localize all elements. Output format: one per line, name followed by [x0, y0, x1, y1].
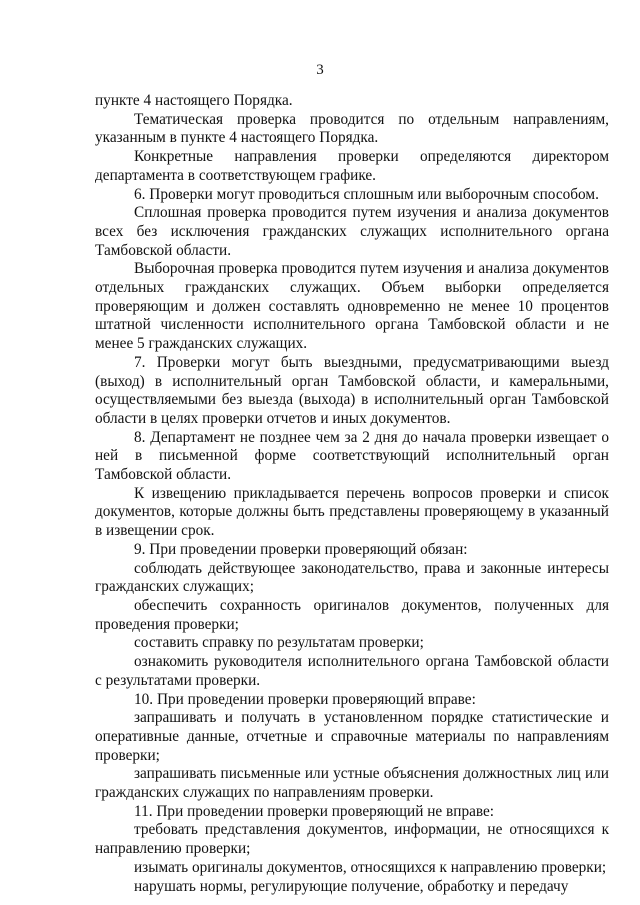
paragraph: К извещению прикладывается перечень вопросов проверки и список документов, которые должны быть представлены проверяющему в указанный в извещении срок. — [95, 484, 609, 540]
paragraph: пункте 4 настоящего Порядка. — [95, 92, 293, 109]
paragraph: Конкретные направления проверки определяются директором департамента в соответствующем графике. — [95, 148, 609, 184]
paragraph: Сплошная проверка проводится путем изучения и анализа документов всех без исключения гражданских служащих исполнительного органа Тамбовской области. — [95, 204, 609, 259]
paragraph: запрашивать и получать в установленном порядке статистические и оперативные данные, отчетные и справочные материалы по направлениям проверки; — [95, 709, 609, 764]
paragraph: запрашивать письменные или устные объяснения должностных лиц или гражданских служащих по направлениям проверки. — [95, 765, 609, 802]
page-number: 3 — [316, 62, 324, 78]
document-body — [95, 92, 609, 896]
paragraph: 11. При проведении проверки проверяющий не вправе: — [134, 802, 495, 820]
paragraph: 10. При проведении проверки проверяющий вправе: — [134, 690, 476, 708]
paragraph: 8. Департамент не позднее чем за 2 дня до начала проверки извещает о ней в письменной форме соответствующий исполнительный орган Тамбовской области. — [95, 428, 609, 484]
paragraph: Выборочная проверка проводится путем изучения и анализа документов отдельных гражданских служащих. Объем выборки определяется проверяющим и должен составлять одновременно не менее 10 процентов штатной численности исполнительного органа Тамбовской области и не менее 5 гражданских служащих. — [95, 260, 609, 353]
paragraph: составить справку по результатам проверки; — [134, 634, 424, 652]
paragraph: обеспечить сохранность оригиналов документов, полученных для проведения проверки; — [95, 596, 609, 633]
paragraph: Тематическая проверка проводится по отдельным направлениям, указанным в пункте 4 настоящего Порядка. — [95, 110, 609, 147]
paragraph: 6. Проверки могут проводиться сплошным или выборочным способом. — [134, 185, 599, 203]
paragraph: ознакомить руководителя исполнительного органа Тамбовской области с результатами проверки. — [95, 653, 609, 689]
paragraph: нарушать нормы, регулирующие получение, обработку и передачу — [134, 877, 569, 895]
paragraph: 9. При проведении проверки проверяющий обязан: — [134, 540, 468, 558]
paragraph: требовать представления документов, информации, не относящихся к направлению проверки; — [95, 821, 609, 858]
paragraph: изымать оригиналы документов, относящихся к направлению проверки; — [134, 858, 607, 876]
paragraph: соблюдать действующее законодательство, права и законные интересы гражданских служащих; — [95, 559, 609, 596]
paragraph: 7. Проверки могут быть выездными, предусматривающими выезд (выход) в исполнительный орган Тамбовской области, и камеральными, осуществляемыми без выезда (выхода) в исполнительный орган Тамбовской области в целях проверки отчетов и иных документов. — [95, 353, 609, 427]
